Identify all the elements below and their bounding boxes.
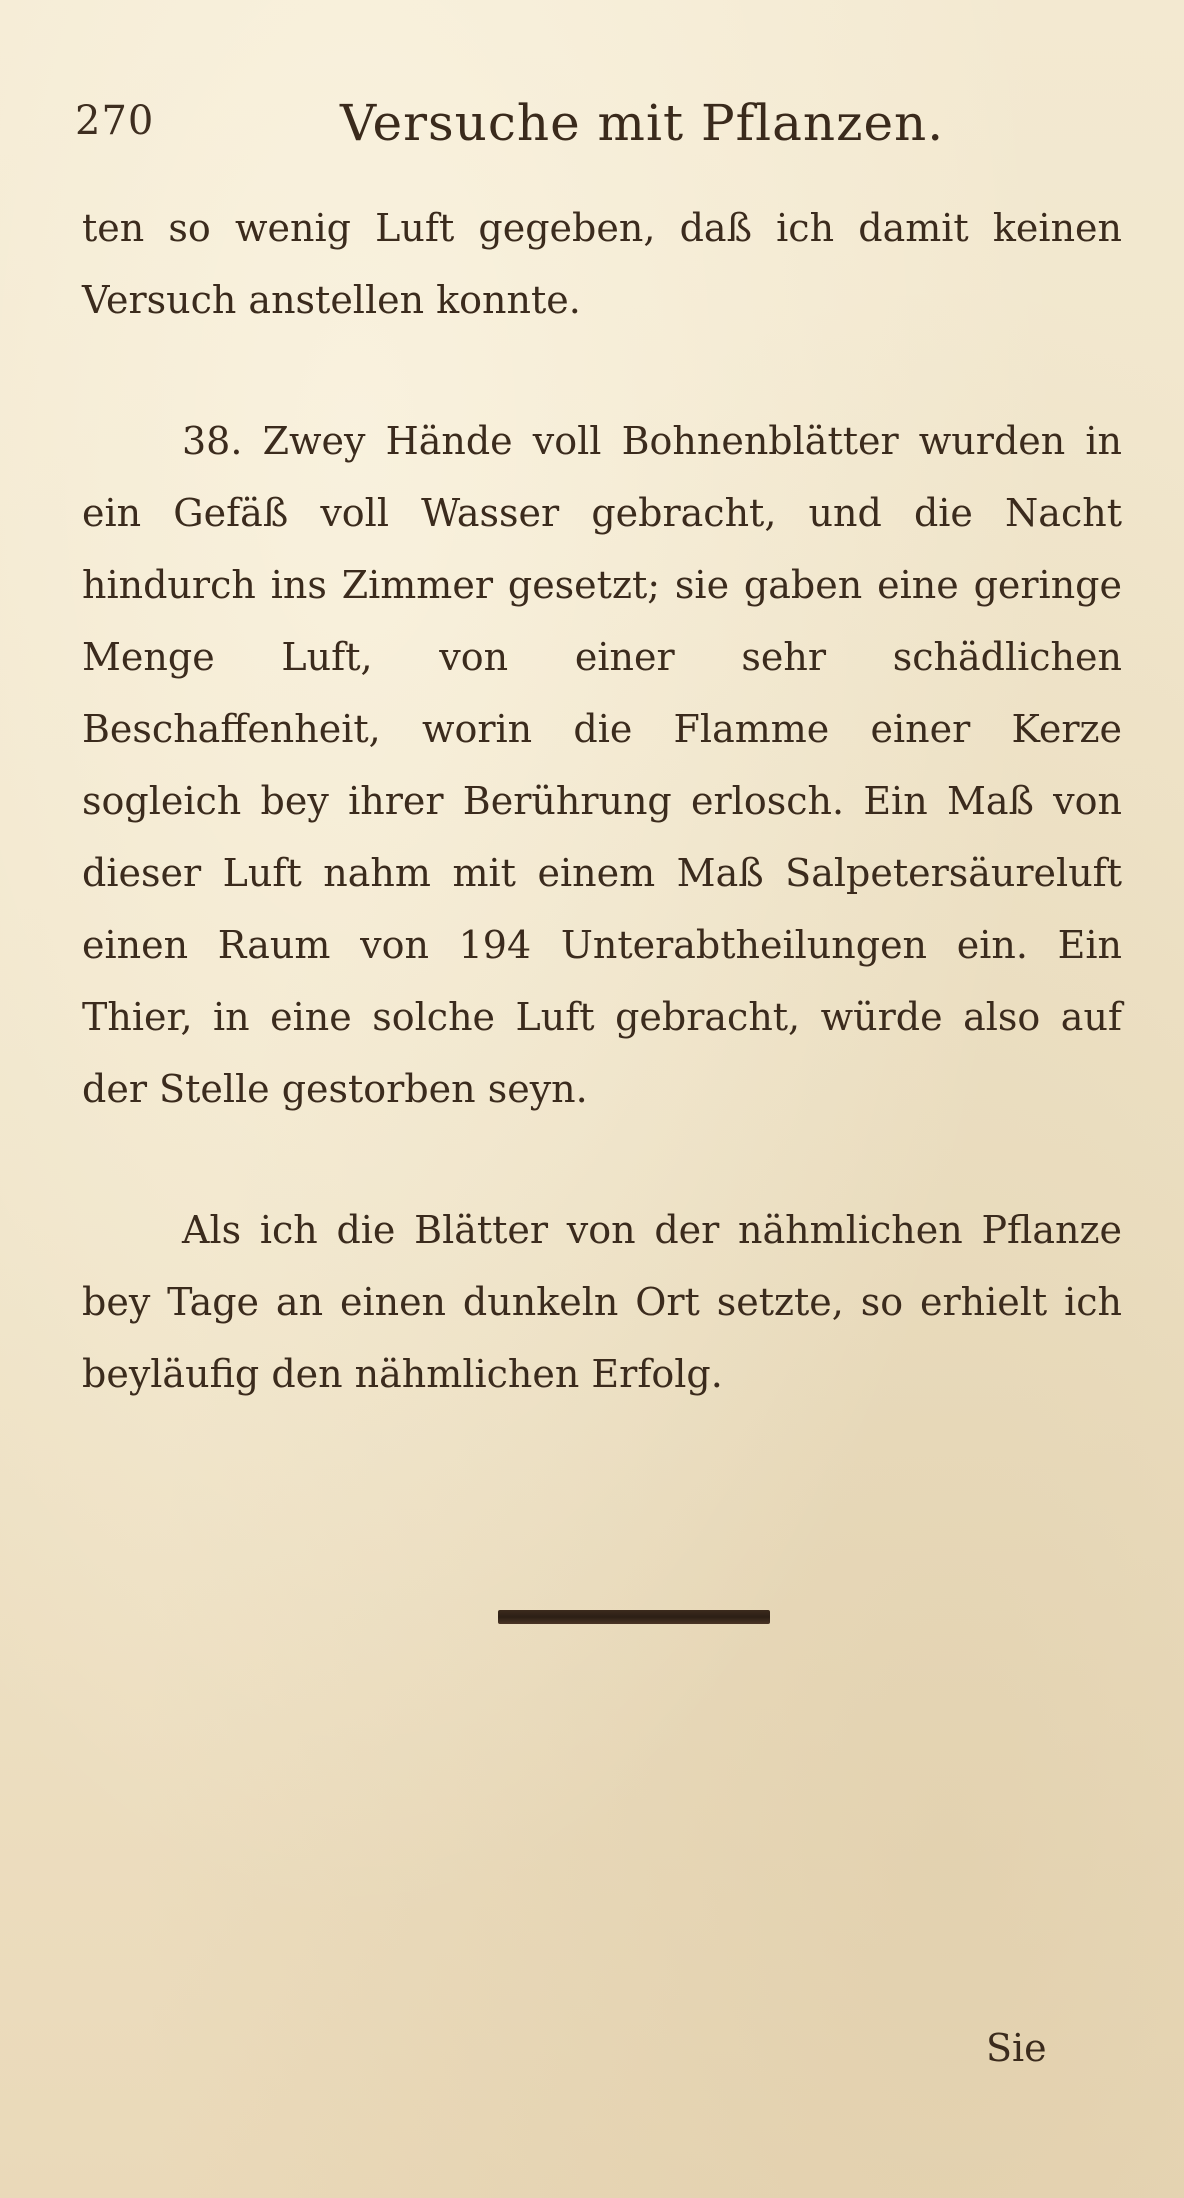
page-number: 270 (75, 98, 155, 144)
body-text (82, 192, 1122, 1410)
paragraph-dark-place: Als ich die Blätter von der nähmlichen Pflanze bey Tage an einen dunkeln Ort setzte, so erhielt ich beyläufig den nähmlichen Erfolg. (82, 1208, 1122, 1396)
paragraph-gap (82, 1125, 1122, 1194)
section-rule (498, 1610, 770, 1624)
paragraph-continuation: ten so wenig Luft gegeben, daß ich damit keinen Versuch anstellen konnte. (82, 206, 1122, 322)
catchword: Sie (986, 2026, 1047, 2070)
running-head: Versuche mit Pflanzen. (340, 94, 945, 152)
paragraph-experiment-38: 38. Zwey Hände voll Bohnenblätter wurden in ein Gefäß voll Wasser gebracht, und die Nacht hindurch ins Zimmer gesetzt; sie gaben eine geringe Menge Luft, von einer sehr schädlichen Beschaffenheit, worin die Flamme einer Kerze sogleich bey ihrer Berührung erlosch. Ein Maß von dieser Luft nahm mit einem Maß Salpetersäureluft einen Raum von 194 Unterabtheilungen ein. Ein Thier, in eine solche Luft gebracht, würde also auf der Stelle gestorben seyn. (82, 419, 1122, 1111)
paragraph-gap (82, 336, 1122, 405)
